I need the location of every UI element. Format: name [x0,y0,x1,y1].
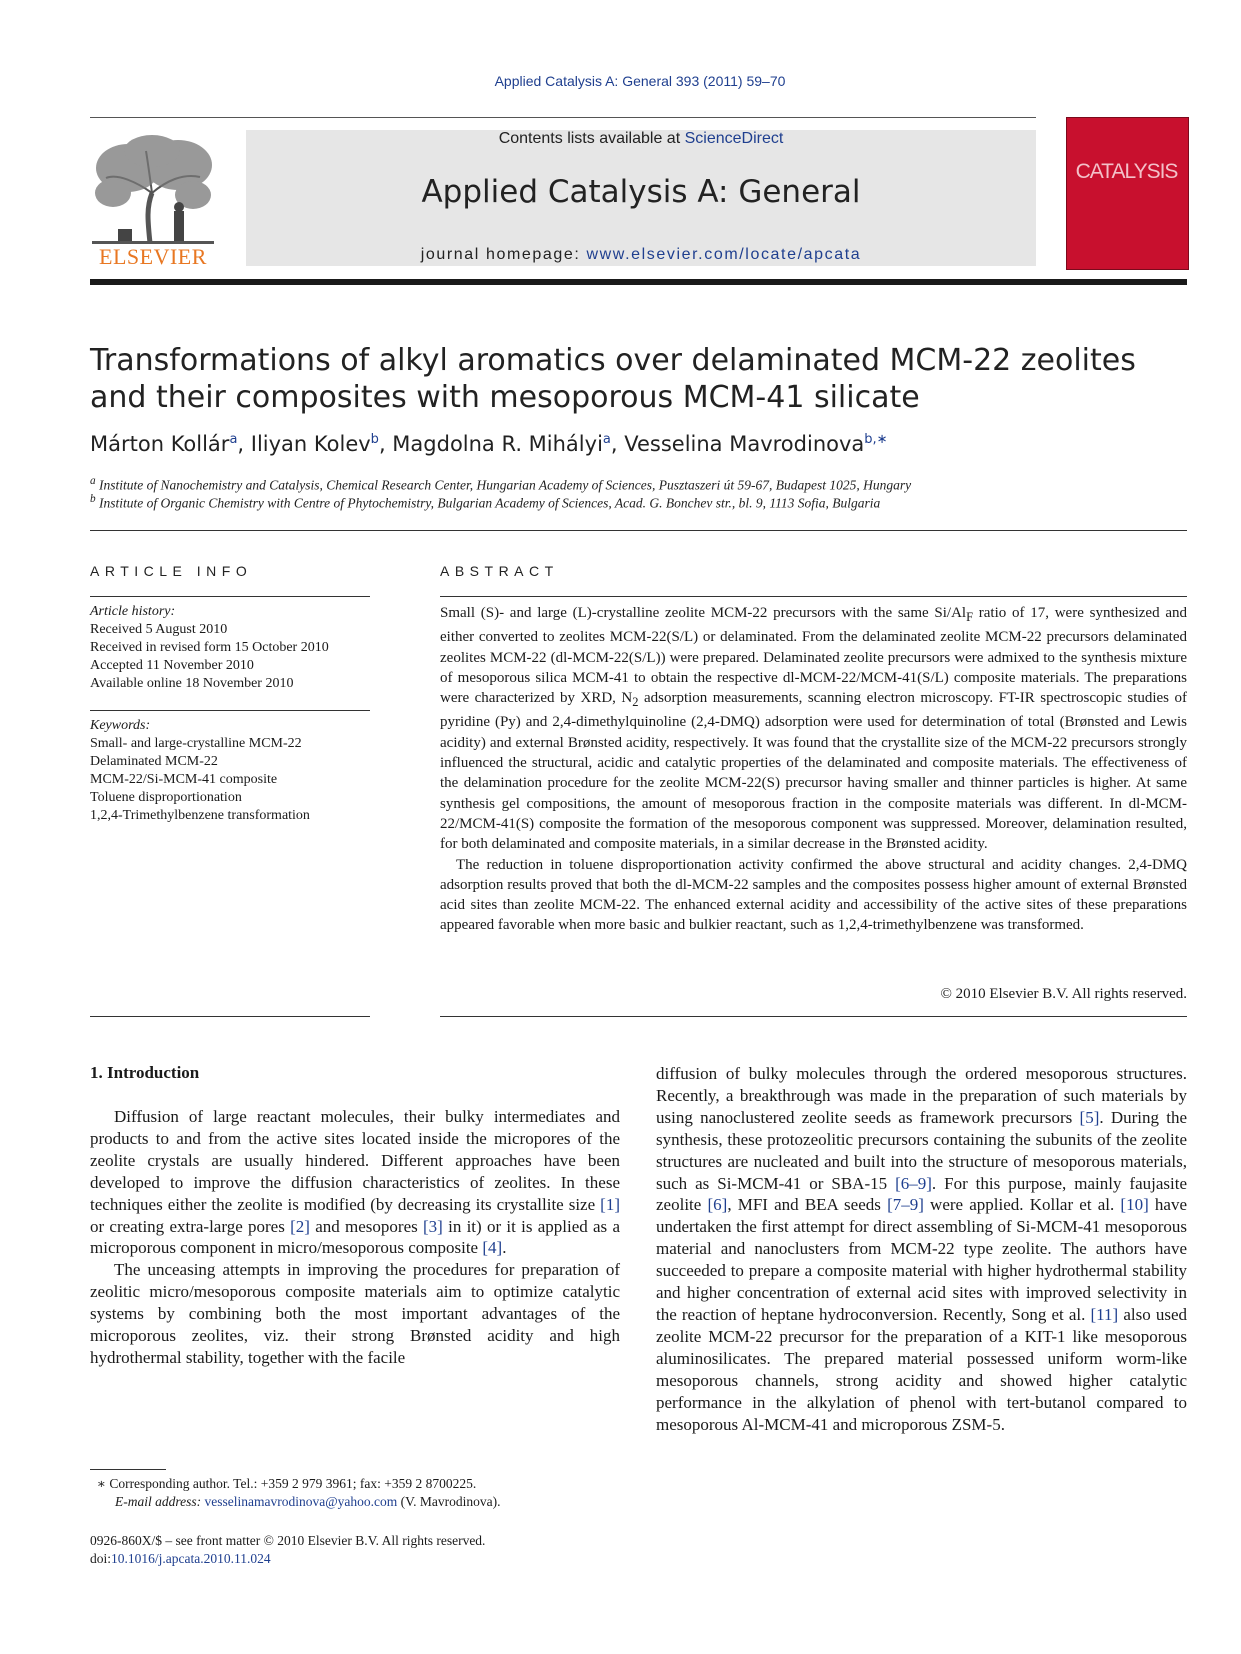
body-text: in it) or it is applied as a microporous component in micro/mesoporous composite [90,1216,620,1258]
keyword-item: Delaminated MCM-22 [90,754,218,769]
citation-link[interactable]: [5] [1079,1107,1100,1127]
homepage-prefix: journal homepage: [420,246,581,263]
divider [440,1016,1187,1017]
journal-cover-thumbnail [1066,117,1189,270]
subscript: F [966,610,974,624]
article-info-heading: ARTICLE INFO [90,563,253,579]
body-text: also used zeolite MCM-22 precursor for the preparation of a KIT-1 like mesoporous aluminosilicates. The prepared material possessed uniform worm-like mesoporous channels, strong acidity and showed higher catalytic performance in the alkylation of phenol with tert-butanol compared to mesoporous Al-MCM-41 and microporous ZSM-5. [656,1304,1188,1434]
affiliation-text: Institute of Organic Chemistry with Centre of Phytochemistry, Bulgarian Academy of Sciences, Acad. G. Bonchev str., bl. 9, 1113 Sofia, Bulgaria [99,495,881,511]
citation-link[interactable]: [2] [290,1216,310,1236]
doi-line [90,1550,650,1568]
body-text: and mesopores [309,1216,423,1236]
doi-link[interactable]: 10.1016/j.apcata.2010.11.024 [111,1551,271,1566]
front-matter-line: 0926-860X/$ – see front matter © 2010 Elsevier B.V. All rights reserved. [90,1533,486,1548]
body-paragraph [90,1106,620,1259]
body-text: have undertaken the first attempt for direct assembling of Si-MCM-41 mesoporous material and nanoclusters from MCM-22 type zeolite. The authors have succeeded to prepare a composite material with higher hydrothermal stability and higher concentration of external acid sites with improved selectivity in the reaction of heptane hydroconversion. Recently, Song et al. [656,1195,1188,1324]
affiliation-a [90,475,1187,494]
citation-link[interactable]: [11] [1090,1304,1119,1324]
divider [90,1016,370,1017]
history-item: Received 5 August 2010 [90,622,228,637]
footnote-rule [90,1469,166,1470]
abstract-paragraph: The reduction in toluene disproportionation activity confirmed the above structural and acidity changes. 2,4-DMQ adsorption results proved that both the dl-MCM-22 samples and the composites possess higher amount of external Brønsted acid sites than zeolite MCM-22. The enhanced external acidity and accessibility of the active sites of these preparations appeared favorable when more basic and bulkier reactant, such as 1,2,4-trimethylbenzene was transformed. [440,856,1187,934]
author-name: Magdolna R. Mihályi [392,432,603,456]
abstract-text: ratio of 17, were synthesized and either converted to zeolites MCM-22(S/L) or delaminated. From the delaminated zeolite MCM-22 precursors delaminated zeolites MCM-22 (dl-MCM-22(S/L)) were prepared. Delaminated zeolite precursors were admixed to the synthesis mixture of mesoporous silica MCM-41 to obtain the respective dl-MCM-22/MCM-41(S/L) composite materials. The preparations were characterized by XRD, N [440,605,1187,707]
author-name: Márton Kollár [90,432,230,456]
body-column-left [90,1106,620,1369]
divider [90,710,370,711]
email-link[interactable]: vesselinamavrodinova@yahoo.com [204,1494,398,1509]
section-heading: 1. Introduction [90,1063,200,1082]
keyword-item: MCM-22/Si-MCM-41 composite [90,772,278,787]
email-label: E-mail address: [115,1494,202,1509]
author-affiliation-link[interactable]: a [229,432,238,447]
affiliation-label: a [90,475,96,487]
contents-prefix: Contents lists available at [498,130,681,147]
body-text: Diffusion of large reactant molecules, their bulky intermediates and products to and from the active sites located inside the micropores of the zeolite crystals are usually hindered. Different approaches have been developed to improve the diffusion characteristics of zeolites. In these techniques either the zeolite is modified (by decreasing its crystallite size [90,1107,620,1214]
history-item: Accepted 11 November 2010 [90,658,254,673]
email-suffix: (V. Mavrodinova). [400,1494,501,1509]
citation-link[interactable]: [10] [1120,1195,1149,1215]
body-text: were applied. Kollar et al. [923,1195,1121,1215]
contents-availability-line [246,130,1036,148]
body-text: . For this purpose, mainly faujasite zeolite [656,1173,1187,1215]
body-paragraph [656,1063,1187,1435]
journal-homepage-line [246,246,1036,264]
author-list: Márton Kollár$^a$, Iliyan Kolev$^b$, Magdolna R. Mihályi$^a$, Vesselina Mavrodinova$^{b,∗}$ [90,432,888,456]
elsevier-wordmark: ELSEVIER [99,244,207,269]
body-text: diffusion of bulky molecules through the ordered mesoporous structures. Recently, a breakthrough was made in the preparation of such materials by using nanoclustered zeolite seeds as framework precursors [656,1064,1187,1127]
author-affiliation-link[interactable]: a [602,432,611,447]
footnote-star: ∗ [96,1476,106,1491]
footnote-line [90,1475,620,1493]
author-name: Vesselina Mavrodinova [624,432,865,456]
body-text: or creating extra-large pores [90,1216,291,1236]
body-text: . [502,1238,507,1258]
journal-citation[interactable]: Applied Catalysis A: General 393 (2011) 59–70 [494,73,786,89]
citation-link[interactable]: [4] [482,1238,503,1258]
header-rule-bottom [90,279,1187,285]
citation-link[interactable]: [3] [423,1216,443,1236]
history-item: Available online 18 November 2010 [90,676,294,691]
body-paragraph: The unceasing attempts in improving the procedures for preparation of zeolitic micro/mesoporous composite materials aim to optimize catalytic systems by combining both the most important advantages of the microporous zeolites, viz. their strong Brønsted acidity and high hydrothermal stability, together with the facile [90,1260,620,1367]
keyword-item: 1,2,4-Trimethylbenzene transformation [90,808,310,823]
body-text: , MFI and BEA seeds [727,1195,888,1215]
title-line-1: Transformations of alkyl aromatics over delaminated MCM-22 zeolites [90,343,1136,378]
divider [90,596,370,597]
author-affiliation-link[interactable]: b [370,432,379,447]
sciencedirect-link[interactable]: ScienceDirect [684,130,784,147]
citation-link[interactable]: [6] [707,1195,728,1215]
keywords-label: Keywords: [90,718,151,733]
keyword-item: Small- and large-crystalline MCM-22 [90,736,302,751]
keywords [90,717,370,825]
divider [440,596,1187,597]
abstract-paragraph [440,603,1187,855]
body-column-right [656,1063,1187,1435]
citation-link[interactable]: [6–9] [895,1173,932,1193]
citation-link[interactable]: [1] [600,1194,620,1214]
abstract-heading: ABSTRACT [440,563,559,579]
abstract-text: Small (S)- and large (L)-crystalline zeolite MCM-22 precursors with the same Si/Al [440,605,967,621]
author-name: Iliyan Kolev [250,432,371,456]
history-item: Received in revised form 15 October 2010 [90,640,329,655]
corresponding-author-footnote [90,1475,620,1511]
doi-label: doi: [90,1551,112,1566]
homepage-link[interactable]: www.elsevier.com/locate/apcata [586,246,862,263]
affiliation-b [90,493,1187,512]
abstract-body [440,603,1187,936]
header-rule-top [90,117,1036,118]
front-matter [90,1532,650,1568]
body-text: . During the synthesis, these protozeolitic precursors containing the subunits of the zeolite structures are nucleated and built into the structure of mesoporous materials, such as Si-MCM-41 or SBA-15 [656,1107,1187,1193]
abstract-text: adsorption measurements, scanning electron microscopy. FT-IR spectroscopic studies of pyridine (Py) and 2,4-dimethylquinoline (2,4-DMQ) adsorption were used for determination of total (Brønsted and Lewis acidity) and external Brønsted acidity, respectively. It was found that the crystallite size of the MCM-22 precursors strongly influenced the structural, acidic and catalytic properties of the delaminated and composite materials. The effectiveness of the delamination procedure for the zeolite MCM-22(S) precursor having smaller and thinner particles is higher. At same synthesis gel compositions, the amount of mesoporous fraction in the composite materials was different. In dl-MCM-22/MCM-41(S) composite the formation of the mesoporous component was suppressed. Moreover, delamination resulted, for both delaminated and composite materials, in a similar decrease in the Brønsted acidity. [440,690,1187,853]
journal-title: Applied Catalysis A: General [421,174,861,210]
article-title [90,342,1187,416]
affiliation-label: b [90,493,96,505]
copyright-notice: © 2010 Elsevier B.V. All rights reserved. [940,986,1187,1002]
divider [90,530,1187,531]
footnote-line [90,1493,620,1511]
footnote-text: Corresponding author. Tel.: +359 2 979 3961; fax: +359 2 8700225. [109,1476,477,1491]
keyword-item: Toluene disproportionation [90,790,242,805]
affiliation-text: Institute of Nanochemistry and Catalysis, Chemical Research Center, Hungarian Academy of Sciences, Pusztaszeri út 59-67, Budapest 1025, Hungary [99,477,912,493]
title-line-2: and their composites with mesoporous MCM-41 silicate [90,380,920,415]
author-affiliation-link[interactable]: b,∗ [864,432,888,447]
article-history [90,603,370,693]
history-label: Article history: [90,604,176,619]
citation-link[interactable]: [7–9] [887,1195,924,1215]
cover-title: CATALYSIS [1075,160,1178,183]
subscript: 2 [632,695,639,710]
